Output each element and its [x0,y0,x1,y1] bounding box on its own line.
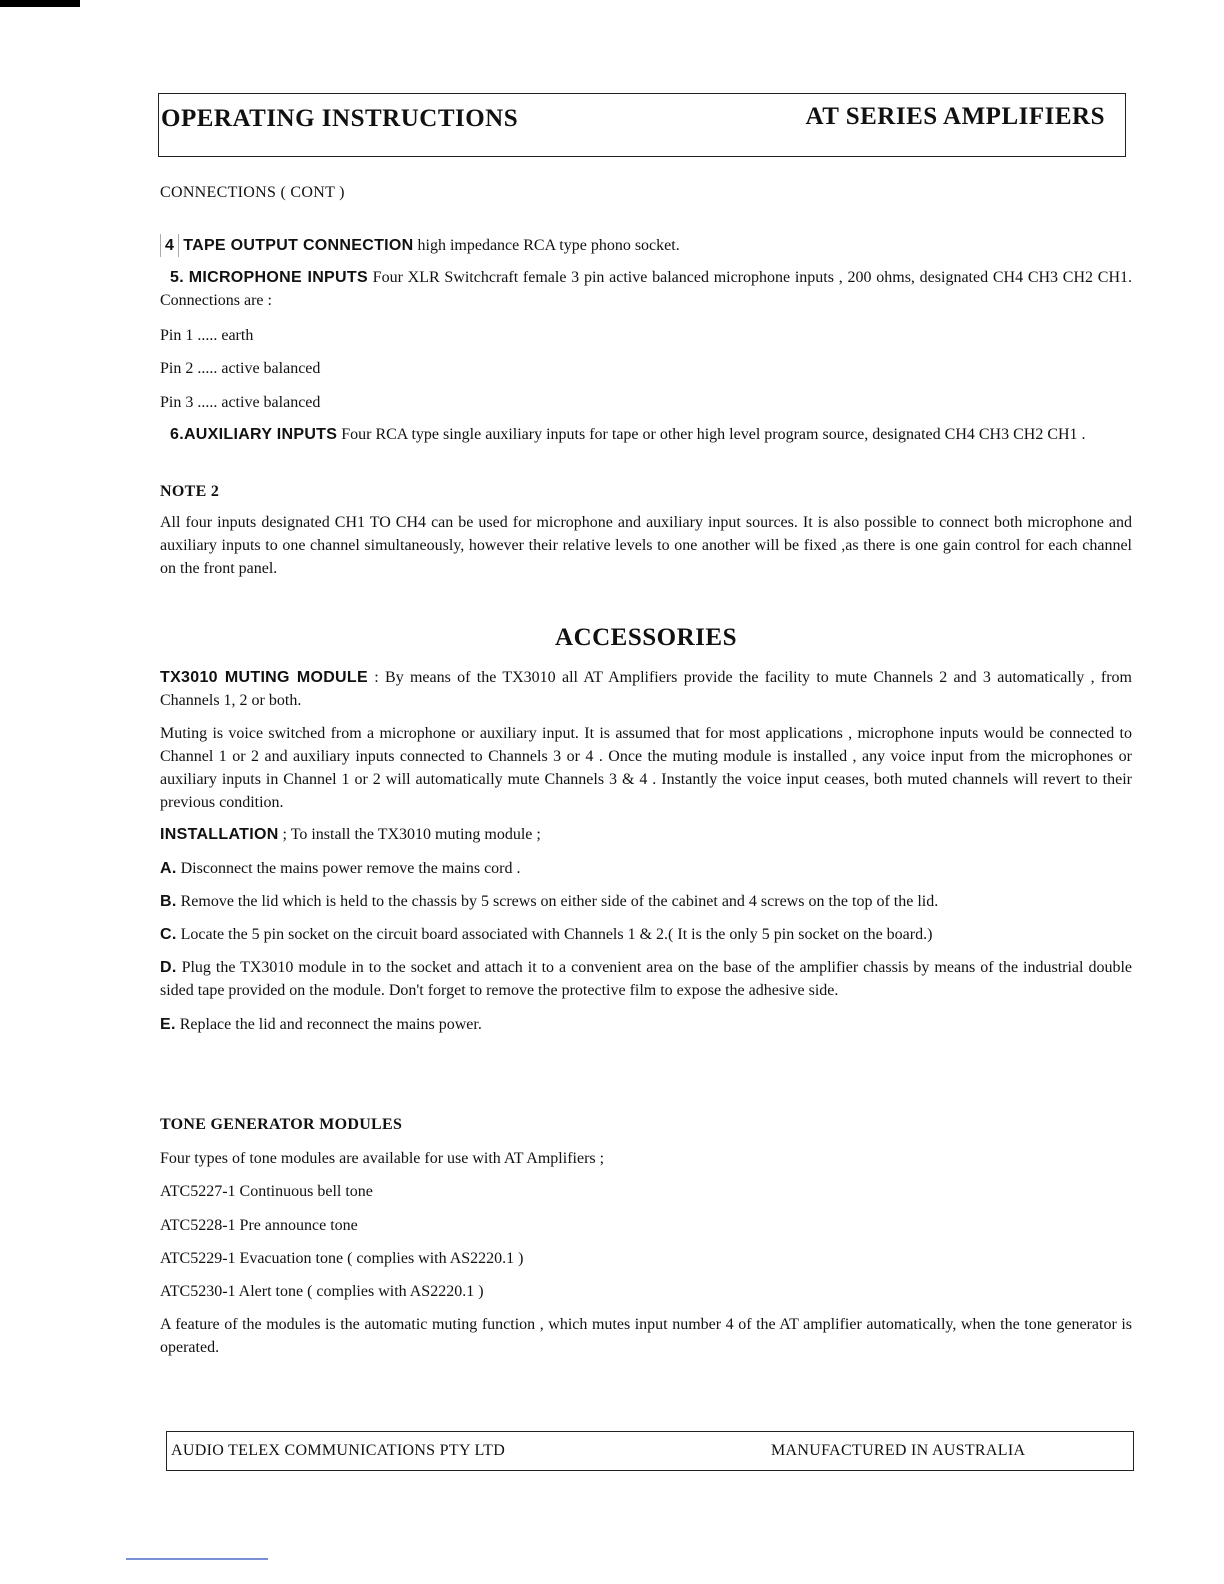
footer-company: AUDIO TELEX COMMUNICATIONS PTY LTD [171,1442,506,1459]
header-title: OPERATING INSTRUCTIONS [161,105,519,132]
step-letter: B. [160,893,177,910]
item-tape-output [160,234,1132,257]
footer-origin: MANUFACTURED IN AUSTRALIA [771,1442,1026,1459]
note-heading: NOTE 2 [160,483,220,500]
footer-box [166,1431,1134,1471]
accessories-title: ACCESSORIES [555,624,737,651]
installation-step [160,956,1132,1002]
step-letter: E. [160,1016,176,1033]
installation-step [160,857,1132,880]
header-box [158,93,1126,157]
installation-step [160,923,1132,946]
item-number: 6. [170,426,184,443]
installation-step [160,1013,1132,1036]
muting-paragraph-2: Muting is voice switched from a microphone or auxiliary input. It is assumed that for most applications , microphone inputs would be connected to Channel 1 or 2 and auxiliary inputs connected to Channels 3 or 4 . Once the muting module is installed , any voice input from the microphones or auxiliary inputs in Channel 1 or 2 will automatically mute Channels 3 & 4 . Instantly the voice input ceases, both muted channels will revert to their previous condition. [160,725,1132,811]
muting-text: : By means of the TX3010 all AT Amplifiers provide the facility to mute Channels 2 and 3 automatically , from Channels 1, 2 or both. [160,669,1133,709]
bottom-rule [126,1558,268,1560]
scan-corner-mark [0,0,80,7]
muting-module-paragraph [160,666,1132,712]
pin-line: Pin 1 ..... earth [160,327,254,344]
step-text: Locate the 5 pin socket on the circuit board associated with Channels 1 & 2.( It is the only 5 pin socket on the board.) [176,926,933,943]
item-auxiliary-inputs [160,423,1132,446]
item-number: 5. [170,269,184,286]
installation-label: INSTALLATION [160,826,279,843]
installation-step [160,890,1132,913]
step-text: Disconnect the mains power remove the mains cord . [176,860,521,877]
header-series: AT SERIES AMPLIFIERS [805,103,1105,130]
item-label: MICROPHONE INPUTS [188,269,368,286]
item-microphone-inputs [160,266,1132,312]
step-letter: C. [160,926,177,943]
step-text: Replace the lid and reconnect the mains power. [175,1016,482,1033]
item-label: AUXILIARY INPUTS [183,426,338,443]
connections-heading-text: CONNECTIONS ( CONT ) [160,184,345,201]
note-text: All four inputs designated CH1 TO CH4 can be used for microphone and auxiliary input sources. It is also possible to connect both microphone and auxiliary inputs to one channel simultaneously, however their relative levels to one another will be fixed ,as there is one gain control for each channel on the front panel. [160,514,1132,577]
item-number: 4 [160,234,179,257]
tone-module-item: ATC5227-1 Continuous bell tone [160,1183,373,1200]
tone-module-item: ATC5230-1 Alert tone ( complies with AS2220.1 ) [160,1283,484,1300]
step-letter: D. [160,959,177,976]
installation-text: ; To install the TX3010 muting module ; [278,826,541,843]
tone-heading: TONE GENERATOR MODULES [160,1116,403,1133]
item-text: Four XLR Switchcraft female 3 pin active balanced microphone inputs , 200 ohms, designated CH4 CH3 CH2 CH1. Connections are : [160,269,1133,309]
pin-line: Pin 3 ..... active balanced [160,394,321,411]
item-text: high impedance RCA type phono socket. [413,237,680,254]
step-letter: A. [160,860,177,877]
step-text: Remove the lid which is held to the chassis by 5 screws on either side of the cabinet and 4 screws on the top of the lid. [176,893,939,910]
item-label: TAPE OUTPUT CONNECTION [183,237,414,254]
step-text: Plug the TX3010 module in to the socket and attach it to a convenient area on the base of the amplifier chassis by means of the industrial double sided tape provided on the module. Don't forget to remove the protective film to expose the adhesive side. [160,959,1132,999]
tone-module-item: ATC5229-1 Evacuation tone ( complies with AS2220.1 ) [160,1250,524,1267]
connections-heading [160,181,1132,204]
pin-line: Pin 2 ..... active balanced [160,360,321,377]
tone-module-item: ATC5228-1 Pre announce tone [160,1217,358,1234]
item-text: Four RCA type single auxiliary inputs for tape or other high level program source, designated CH4 CH3 CH2 CH1 . [337,426,1086,443]
tone-intro: Four types of tone modules are available for use with AT Amplifiers ; [160,1150,605,1167]
muting-label: TX3010 MUTING MODULE [160,669,368,686]
installation-paragraph [160,823,1132,846]
tone-feature: A feature of the modules is the automatic muting function , which mutes input number 4 of the AT amplifier automatically, when the tone generator is operated. [160,1316,1132,1356]
